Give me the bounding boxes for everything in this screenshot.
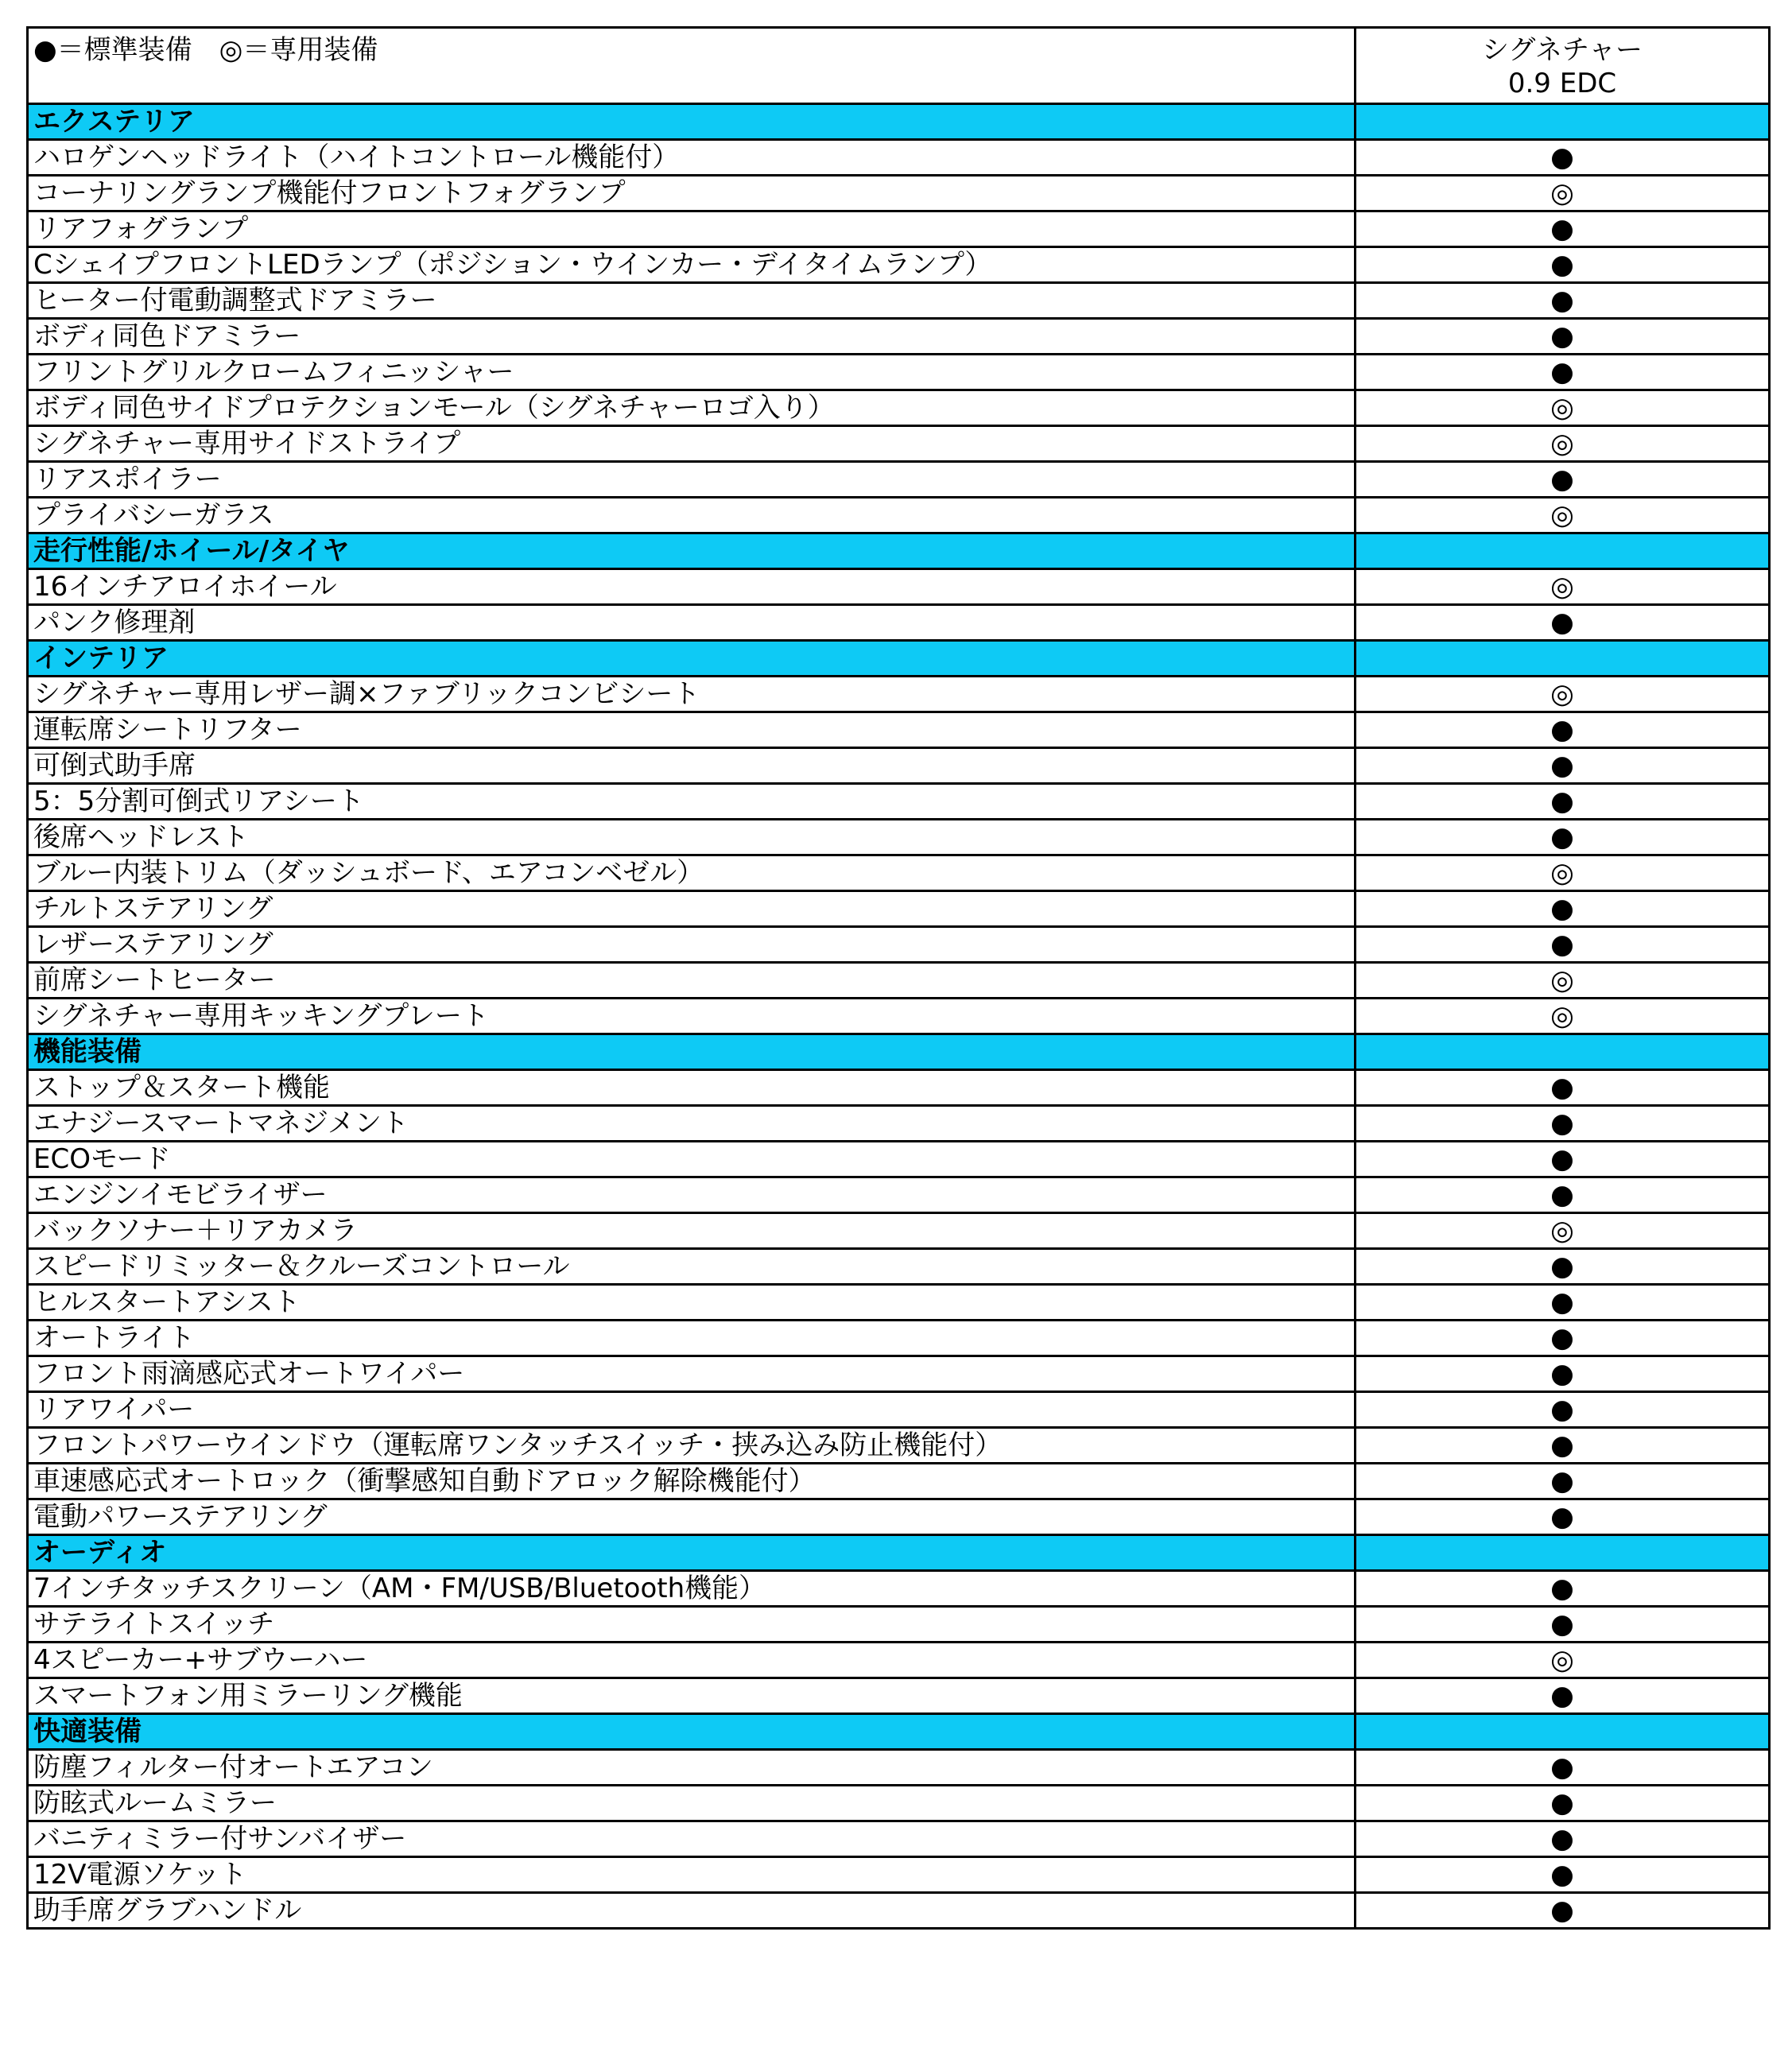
section-title: オーディオ [28,1535,1356,1571]
feature-label: ストップ＆スタート機能 [28,1070,1356,1106]
feature-label: フロントパワーウインドウ（運転席ワンタッチスイッチ・挟み込み防止機能付） [28,1428,1356,1464]
availability-mark: ● [1356,462,1770,498]
feature-label: 電動パワーステアリング [28,1499,1356,1535]
table-row [28,855,1770,891]
feature-label: ヒーター付電動調整式ドアミラー [28,283,1356,319]
availability-mark: ● [1356,784,1770,820]
availability-mark: ◎ [1356,1643,1770,1678]
feature-label: ECOモード [28,1142,1356,1177]
table-row [28,712,1770,748]
table-row [28,1106,1770,1142]
availability-mark: ● [1356,1070,1770,1106]
table-row [28,927,1770,963]
table-row [28,462,1770,498]
availability-mark: ◎ [1356,963,1770,999]
availability-mark: ◎ [1356,855,1770,891]
availability-mark: ◎ [1356,176,1770,211]
section-row [28,1714,1770,1750]
feature-label: シグネチャー専用キッキングプレート [28,999,1356,1034]
availability-mark: ● [1356,247,1770,283]
feature-label: 4スピーカー+サブウーハー [28,1643,1356,1678]
section-blank-cell [1356,1714,1770,1750]
table-row [28,1499,1770,1535]
table-row [28,355,1770,390]
feature-label: チルトステアリング [28,891,1356,927]
feature-label: エナジースマートマネジメント [28,1106,1356,1142]
feature-label: フロント雨滴感応式オートワイパー [28,1356,1356,1392]
availability-mark: ◎ [1356,569,1770,605]
section-row [28,104,1770,140]
table-row [28,1678,1770,1714]
section-title: エクステリア [28,104,1356,140]
availability-mark: ● [1356,1821,1770,1857]
table-row [28,1893,1770,1929]
section-row [28,641,1770,677]
availability-mark: ● [1356,211,1770,247]
availability-mark: ● [1356,748,1770,784]
table-row [28,1213,1770,1249]
availability-mark: ◎ [1356,498,1770,533]
table-row [28,1392,1770,1428]
feature-label: サテライトスイッチ [28,1607,1356,1643]
feature-label: スピードリミッター＆クルーズコントロール [28,1249,1356,1285]
feature-label: 車速感応式オートロック（衝撃感知自動ドアロック解除機能付） [28,1464,1356,1499]
table-row [28,1177,1770,1213]
availability-mark: ● [1356,1142,1770,1177]
table-row [28,963,1770,999]
feature-label: 12V電源ソケット [28,1857,1356,1893]
availability-mark: ● [1356,820,1770,855]
feature-label: リアワイパー [28,1392,1356,1428]
availability-mark: ● [1356,927,1770,963]
table-row [28,569,1770,605]
table-row [28,1643,1770,1678]
table-row [28,211,1770,247]
feature-label: 5：5分割可倒式リアシート [28,784,1356,820]
section-blank-cell [1356,1535,1770,1571]
feature-label: 防眩式ルームミラー [28,1786,1356,1821]
feature-label: レザーステアリング [28,927,1356,963]
feature-label: ボディ同色ドアミラー [28,319,1356,355]
feature-label: 運転席シートリフター [28,712,1356,748]
table-row [28,1142,1770,1177]
section-blank-cell [1356,533,1770,569]
availability-mark: ● [1356,605,1770,641]
table-row [28,319,1770,355]
table-row [28,1857,1770,1893]
table-row [28,176,1770,211]
table-row [28,1321,1770,1356]
feature-label: 16インチアロイホイール [28,569,1356,605]
feature-label: 防塵フィルター付オートエアコン [28,1750,1356,1786]
feature-label: リアフォグランプ [28,211,1356,247]
table-row [28,390,1770,426]
table-row [28,1821,1770,1857]
availability-mark: ● [1356,1678,1770,1714]
table-row [28,283,1770,319]
grade-variant: 0.9 EDC [1507,68,1617,99]
availability-mark: ● [1356,1499,1770,1535]
availability-mark: ● [1356,1285,1770,1321]
availability-mark: ● [1356,712,1770,748]
feature-label: シグネチャー専用サイドストライプ [28,426,1356,462]
section-blank-cell [1356,104,1770,140]
availability-mark: ● [1356,1750,1770,1786]
availability-mark: ● [1356,891,1770,927]
availability-mark: ● [1356,1392,1770,1428]
table-row [28,1249,1770,1285]
feature-label: バニティミラー付サンバイザー [28,1821,1356,1857]
availability-mark: ● [1356,1249,1770,1285]
table-row [28,1285,1770,1321]
availability-mark: ◎ [1356,999,1770,1034]
table-row [28,1070,1770,1106]
table-row [28,1571,1770,1607]
equipment-table-body [28,28,1770,1929]
table-row [28,820,1770,855]
table-row [28,1750,1770,1786]
availability-mark: ● [1356,1428,1770,1464]
table-row [28,891,1770,927]
feature-label: バックソナー＋リアカメラ [28,1213,1356,1249]
feature-label: プライバシーガラス [28,498,1356,533]
feature-label: 助手席グラブハンドル [28,1893,1356,1929]
availability-mark: ● [1356,319,1770,355]
availability-mark: ● [1356,1356,1770,1392]
section-blank-cell [1356,1034,1770,1070]
table-row [28,677,1770,712]
section-row [28,1535,1770,1571]
availability-mark: ● [1356,1893,1770,1929]
grade-name: シグネチャー [1482,34,1643,66]
feature-label: フリントグリルクロームフィニッシャー [28,355,1356,390]
availability-mark: ● [1356,1571,1770,1607]
feature-label: 前席シートヒーター [28,963,1356,999]
table-row [28,1356,1770,1392]
feature-label: 後席ヘッドレスト [28,820,1356,855]
availability-mark: ● [1356,355,1770,390]
table-row [28,748,1770,784]
feature-label: リアスポイラー [28,462,1356,498]
availability-mark: ● [1356,1786,1770,1821]
feature-label: 7インチタッチスクリーン（AM・FM/USB/Bluetooth機能） [28,1571,1356,1607]
feature-label: ヒルスタートアシスト [28,1285,1356,1321]
feature-label: オートライト [28,1321,1356,1356]
availability-mark: ● [1356,283,1770,319]
table-row [28,1428,1770,1464]
feature-label: 可倒式助手席 [28,748,1356,784]
feature-label: エンジンイモビライザー [28,1177,1356,1213]
section-title: インテリア [28,641,1356,677]
availability-mark: ● [1356,1106,1770,1142]
feature-label: ハロゲンヘッドライト（ハイトコントロール機能付） [28,140,1356,176]
section-title: 機能装備 [28,1034,1356,1070]
feature-label: コーナリングランプ機能付フロントフォグランプ [28,176,1356,211]
table-row [28,605,1770,641]
table-row [28,784,1770,820]
feature-label: CシェイプフロントLEDランプ（ポジション・ウインカー・デイタイムランプ） [28,247,1356,283]
table-row [28,999,1770,1034]
table-row [28,498,1770,533]
equipment-table [26,26,1771,1930]
section-blank-cell [1356,641,1770,677]
availability-mark: ◎ [1356,677,1770,712]
section-row [28,1034,1770,1070]
availability-mark: ● [1356,1607,1770,1643]
availability-mark: ◎ [1356,426,1770,462]
section-title: 走行性能/ホイール/タイヤ [28,533,1356,569]
header-row [28,28,1770,104]
feature-label: ブルー内装トリム（ダッシュボード、エアコンベゼル） [28,855,1356,891]
feature-label: スマートフォン用ミラーリング機能 [28,1678,1356,1714]
availability-mark: ● [1356,1857,1770,1893]
availability-mark: ● [1356,140,1770,176]
table-row [28,1464,1770,1499]
feature-label: ボディ同色サイドプロテクションモール（シグネチャーロゴ入り） [28,390,1356,426]
availability-mark: ◎ [1356,1213,1770,1249]
section-row [28,533,1770,569]
availability-mark: ● [1356,1464,1770,1499]
availability-mark: ◎ [1356,390,1770,426]
grade-header-cell [1356,28,1770,104]
table-row [28,426,1770,462]
feature-label: シグネチャー専用レザー調×ファブリックコンビシート [28,677,1356,712]
table-row [28,247,1770,283]
table-row [28,140,1770,176]
availability-mark: ● [1356,1177,1770,1213]
feature-label: パンク修理剤 [28,605,1356,641]
table-row [28,1607,1770,1643]
table-row [28,1786,1770,1821]
availability-mark: ● [1356,1321,1770,1356]
section-title: 快適装備 [28,1714,1356,1750]
legend-cell: ●＝標準装備 ◎＝専用装備 [28,28,1356,104]
